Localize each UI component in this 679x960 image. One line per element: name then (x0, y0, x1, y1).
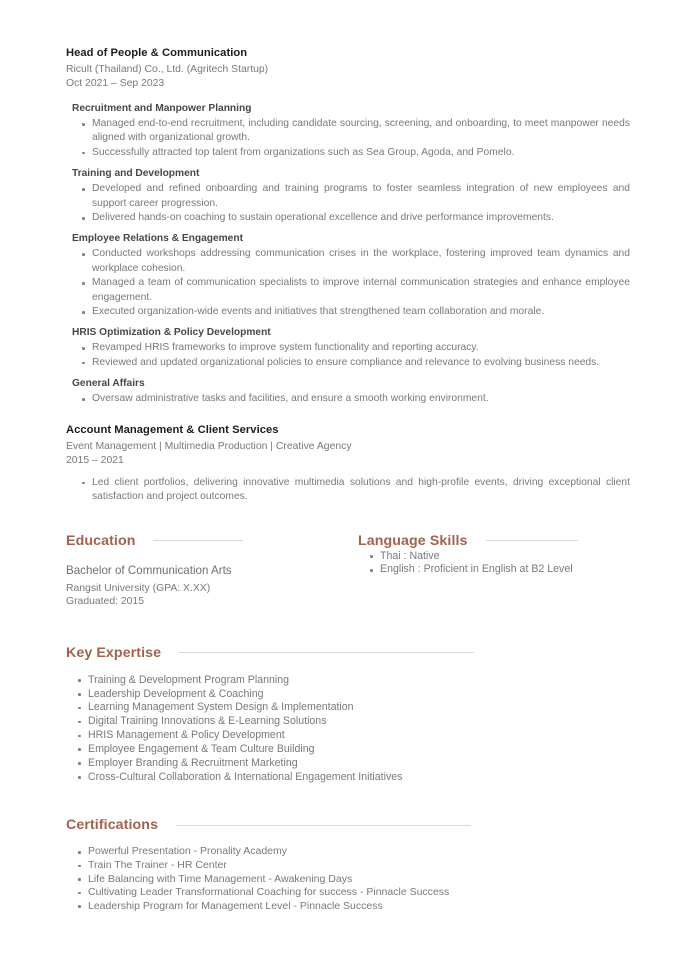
list-item: Leadership Program for Management Level - Pinnacle Success (66, 900, 630, 914)
job-title: Account Management & Client Services (66, 423, 279, 436)
job-title: Head of People & Communication (66, 47, 248, 59)
certifications-heading-row (66, 816, 630, 834)
section-divider (153, 540, 243, 541)
list-item: Leadership Development & Coaching (66, 688, 630, 702)
job-subsection-heading: Employee Relations & Engagement (72, 233, 243, 245)
certifications-list (66, 845, 630, 913)
section-heading-language-skills: Language Skills (358, 532, 468, 549)
job-company: Ricult (Thailand) Co., Ltd. (Agritech Startup) (66, 64, 269, 75)
list-item: Reviewed and updated organizational policies to ensure compliance and relevance to evolving business needs. (66, 356, 630, 370)
language-heading-row (358, 532, 630, 550)
section-divider (486, 540, 578, 541)
key-expertise-heading-row (66, 644, 630, 662)
job-subsection-bullets (66, 117, 630, 160)
education-section (66, 532, 358, 609)
job-subsection-bullets (66, 392, 630, 406)
education-language-row (66, 532, 630, 609)
job-subsection-bullets (66, 182, 630, 225)
job-subsection-heading: Training and Development (72, 168, 200, 180)
list-item: HRIS Management & Policy Development (66, 729, 630, 743)
section-heading-key-expertise: Key Expertise (66, 644, 162, 661)
list-item: Learning Management System Design & Implementation (66, 701, 630, 715)
list-item: Led client portfolios, delivering innovative multimedia solutions and high-profile events, driving exceptional client satisfaction and project outcomes. (66, 476, 630, 505)
list-item: Oversaw administrative tasks and facilities, and ensure a smooth working environment. (66, 392, 630, 406)
list-item: Conducted workshops addressing communication crises in the workplace, fostering improved team dynamics and workplace cohesion. (66, 247, 630, 276)
key-expertise-list-wrap (66, 674, 630, 785)
list-item: Training & Development Program Planning (66, 674, 630, 688)
education-heading-row (66, 532, 358, 550)
section-divider (176, 825, 471, 826)
experience-entry-1 (66, 46, 630, 407)
list-item: Developed and refined onboarding and training programs to foster seamless integration of new employees and support career progression. (66, 182, 630, 211)
education-entry (66, 563, 358, 609)
list-item: Cultivating Leader Transformational Coaching for success - Pinnacle Success (66, 886, 630, 900)
job-subsection-heading: HRIS Optimization & Policy Development (72, 327, 271, 339)
list-item: Delivered hands-on coaching to sustain operational excellence and drive performance improvements. (66, 211, 630, 225)
job-dates: 2015 – 2021 (66, 454, 124, 466)
job-dates: Oct 2021 – Sep 2023 (66, 78, 165, 89)
section-heading-education: Education (66, 532, 136, 549)
job-subsection-bullets (66, 247, 630, 319)
list-item: Digital Training Innovations & E-Learning Solutions (66, 715, 630, 729)
job-subsection-heading: General Affairs (72, 378, 145, 390)
job-subsection-heading: Recruitment and Manpower Planning (72, 103, 252, 114)
list-item: Train The Trainer - HR Center (66, 859, 630, 873)
list-item: Revamped HRIS frameworks to improve system functionality and reporting accuracy. (66, 341, 630, 355)
job-bullets (66, 476, 630, 505)
language-skills-section (358, 532, 630, 609)
education-graduated: Graduated: 2015 (66, 596, 144, 608)
list-item: English : Proficient in English at B2 Level (358, 563, 630, 577)
education-degree: Bachelor of Communication Arts (66, 563, 232, 577)
list-item: Employer Branding & Recruitment Marketing (66, 757, 630, 771)
experience-entry-2 (66, 423, 630, 505)
list-item: Cross-Cultural Collaboration & International Engagement Initiatives (66, 771, 630, 785)
list-item: Employee Engagement & Team Culture Building (66, 743, 630, 757)
certifications-list-wrap (66, 845, 630, 913)
list-item: Powerful Presentation - Pronality Academy (66, 845, 630, 859)
key-expertise-list (66, 674, 630, 785)
job-company: Event Management | Multimedia Production | Creative Agency (66, 440, 352, 452)
job-subsection-bullets (66, 341, 630, 370)
education-school: Rangsit University (GPA: X.XX) (66, 582, 211, 594)
list-item: Managed a team of communication specialists to improve internal communication strategies and enhance employee engagement. (66, 276, 630, 305)
certifications-section (66, 816, 630, 913)
section-heading-certifications: Certifications (66, 817, 159, 834)
section-divider (179, 652, 474, 653)
list-item: Managed end-to-end recruitment, including candidate sourcing, screening, and onboarding, to meet manpower needs aligned with organizational growth. (66, 117, 630, 146)
list-item: Life Balancing with Time Management - Awakening Days (66, 873, 630, 887)
language-skills-list (358, 550, 630, 578)
list-item: Successfully attracted top talent from organizations such as Sea Group, Agoda, and Pomelo. (66, 146, 630, 160)
list-item: Thai : Native (358, 550, 630, 564)
list-item: Executed organization-wide events and initiatives that strengthened team collaboration and morale. (66, 305, 630, 319)
key-expertise-section (66, 644, 630, 785)
